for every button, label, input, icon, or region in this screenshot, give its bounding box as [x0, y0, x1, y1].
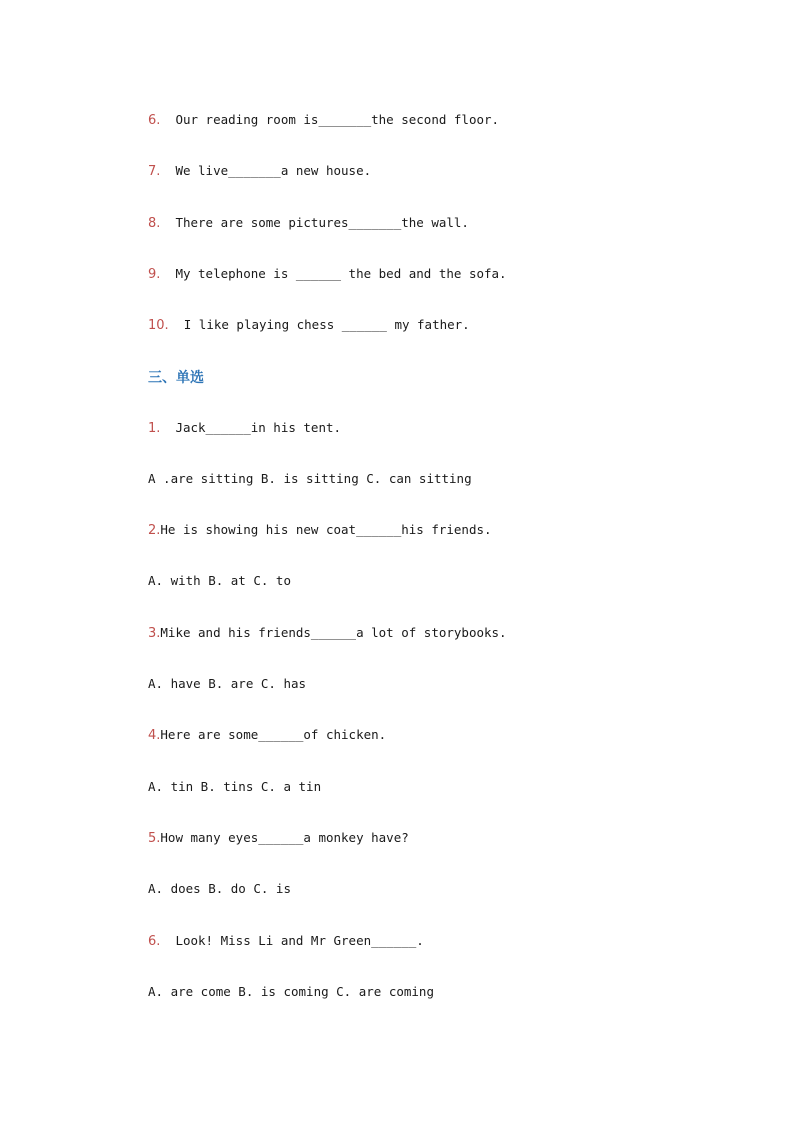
fill-in-question-7	[148, 163, 371, 180]
question-text: He is showing his new coat______his friends.	[160, 522, 492, 537]
choice-question-2	[148, 522, 492, 539]
fill-in-question-9	[148, 266, 507, 283]
choice-options-3: A. have B. are C. has	[148, 676, 307, 691]
question-number: 4.	[148, 728, 161, 743]
question-text: Here are some______of chicken.	[160, 727, 387, 742]
question-text: How many eyes______a monkey have?	[160, 830, 409, 845]
fill-in-question-10	[148, 317, 470, 334]
choice-options-1: A .are sitting B. is sitting C. can sitting	[148, 471, 472, 486]
question-text: There are some pictures_______the wall.	[160, 215, 469, 230]
question-number: 6.	[148, 934, 161, 949]
fill-in-question-8	[148, 215, 469, 232]
choice-options-5: A. does B. do C. is	[148, 881, 291, 896]
question-text: I like playing chess ______ my father.	[168, 317, 470, 332]
question-number: 2.	[148, 523, 161, 538]
question-text: Jack______in his tent.	[160, 420, 342, 435]
choice-question-5	[148, 830, 409, 847]
question-text: Look! Miss Li and Mr Green______.	[160, 933, 424, 948]
question-number: 1.	[148, 421, 161, 436]
question-text: Our reading room is_______the second floor.	[160, 112, 500, 127]
choice-question-1	[148, 420, 341, 437]
choice-question-4	[148, 727, 386, 744]
question-number: 8.	[148, 216, 161, 231]
choice-options-6: A. are come B. is coming C. are coming	[148, 984, 434, 999]
question-text: Mike and his friends______a lot of storybooks.	[160, 625, 507, 640]
question-number: 3.	[148, 626, 161, 641]
fill-in-question-6	[148, 112, 499, 129]
choice-question-6	[148, 933, 424, 950]
question-number: 5.	[148, 831, 161, 846]
section-title: 三、单选	[148, 370, 204, 386]
question-number: 10.	[148, 318, 169, 333]
question-number: 7.	[148, 164, 161, 179]
choice-options-4: A. tin B. tins C. a tin	[148, 779, 322, 794]
question-number: 9.	[148, 267, 161, 282]
question-text: We live_______a new house.	[160, 163, 372, 178]
choice-question-3	[148, 625, 507, 642]
choice-options-2: A. with B. at C. to	[148, 573, 291, 588]
question-text: My telephone is ______ the bed and the sofa.	[160, 266, 507, 281]
question-number: 6.	[148, 113, 161, 128]
